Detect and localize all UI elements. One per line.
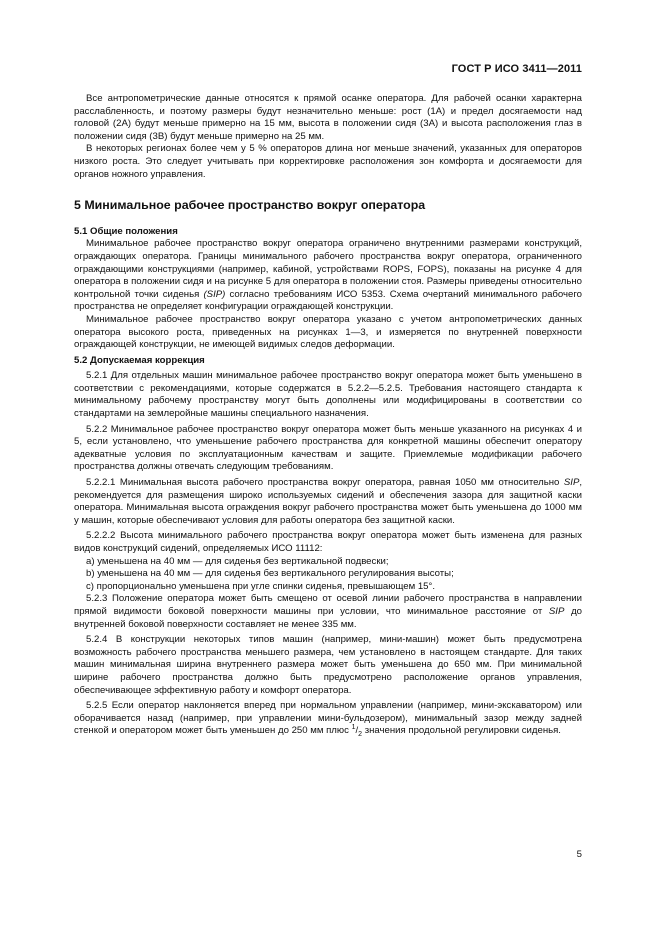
section-5-2-title: 5.2 Допускаемая коррекция	[74, 354, 205, 366]
standard-header: ГОСТ Р ИСО 3411—2011	[451, 63, 582, 75]
paragraph-5-2-3: 5.2.3 Положение оператора может быть смещено от осевой линии рабочего пространства в направлении прямой видимости боковой поверхности машины при условии, что минимальное расстояние от SIP до внутренней боковой поверхности составляет не менее 335 мм.	[74, 593, 582, 630]
paragraph-5-1-b: Минимальное рабочее пространство вокруг оператора указано с учетом антропометрических данных оператора высокого роста, приведенных на рисунках 1—3, и измеряется по внутренней поверхности ограждающей конструкции, не имеющей видимых следов деформации.	[74, 313, 582, 351]
section-5-1-title: 5.1 Общие положения	[74, 225, 178, 237]
paragraph-5-2-2-1: 5.2.2.1 Минимальная высота рабочего пространства вокруг оператора, равная 1050 мм относительно SIP, рекомендуется для размещения широко используемых сидений и обеспечения зазора для защитной каски оператора. Минимальная высота ограждения вокруг рабочего пространства может быть уменьшена до 1000 мм у машин, которые обеспечивают условия для работы оператора без защитной каски.	[74, 477, 583, 526]
list-item-c: c) пропорционально уменьшена при угле спинки сиденья, превышающем 15°.	[86, 580, 436, 592]
document-body	[74, 93, 582, 738]
list-item-a: a) уменьшена на 40 мм — для сиденья без вертикальной подвески;	[86, 555, 389, 567]
paragraph-regions: В некоторых регионах более чем у 5 % операторов длина ног меньше значений, указанных для операторов низкого роста. Это следует учитывать при корректировке расположения зон комфорта и досягаемости для органов ножного управления.	[74, 143, 582, 180]
paragraph-5-2-2: 5.2.2 Минимальное рабочее пространство вокруг оператора может быть меньше указанного на рисунках 4 и 5, если установлено, что уменьшение рабочего пространства для конкретной машины обеспечит оператору адекватные условия по эксплуатационным качествам и защите. Приемлемые модификации рабочего пространства должны отвечать следующим требованиям.	[74, 423, 582, 473]
paragraph-5-2-5: 5.2.5 Если оператор наклоняется вперед при нормальном управлении (например, мини-экскаватором) или оборачивается назад (например, при управлении мини-бульдозером), минимальный зазор между задней стенкой и оператором может быть уменьшен до 250 мм плюс $^1/_2$ значения продольной регулировки сиденья.	[74, 700, 582, 739]
page-number: 5	[576, 849, 582, 860]
section-5-title: 5 Минимальное рабочее пространство вокруг оператора	[74, 198, 426, 213]
paragraph-5-2-4: 5.2.4 В конструкции некоторых типов машин (например, мини-машин) может быть предусмотрена возможность рабочего пространства меньшего размера, чем установлено в настоящем стандарте. Для таких машин минимальная ширина внутреннего размера может быть уменьшена до 650 мм. При минимальной ширине рабочего пространства должно быть предусмотрено расположение органов управления, обеспечивающее эффективную работу и комфорт оператора.	[74, 634, 582, 696]
paragraph-anthropometric: Все антропометрические данные относятся к прямой осанке оператора. Для рабочей осанки характерна расслабленность, и поэтому размеры будут незначительно меньше: рост (1А) и предел досягаемости над головой (2А) будут меньше примерно на 15 мм, высота в положении сидя (3А) и высота расположения глаз в положении сидя (3В) будут меньше примерно на 25 мм.	[74, 93, 582, 142]
list-item-b: b) уменьшена на 40 мм — для сиденья без вертикального регулирования высоты;	[86, 568, 454, 580]
paragraph-5-1-a: Минимальное рабочее пространство вокруг оператора ограничено внутренними размерами конструкций, ограждающих оператора. Границы минимального рабочего пространства вокруг оператора, ограниченного ограждающими конструкциями (например, кабиной, устройствами ROPS, FOPS), показаны на рисунке 4 для оператора в положении сидя и на рисунке 5 для оператора в положении стоя. Размеры приведены относительно контрольной точки сиденья (SIP) согласно требованиям ИСО 5353. Схема очертаний минимального рабочего пространства не определяет конфигурации ограждающей конструкции.	[74, 238, 583, 313]
paragraph-5-2-1: 5.2.1 Для отдельных машин минимальное рабочее пространство вокруг оператора может быть уменьшено в соответствии с рекомендациями, которые содержатся в 5.2.2—5.2.5. Требования настоящего стандарта к минимальному рабочему пространству могут быть дополнены или модифицированы в соответствии со стандартами на землеройные машины специального назначения.	[74, 370, 582, 420]
paragraph-5-2-2-2: 5.2.2.2 Высота минимального рабочего пространства вокруг оператора может быть изменена для разных видов конструкций сидений, определяемых ИСО 11112:	[74, 530, 582, 554]
